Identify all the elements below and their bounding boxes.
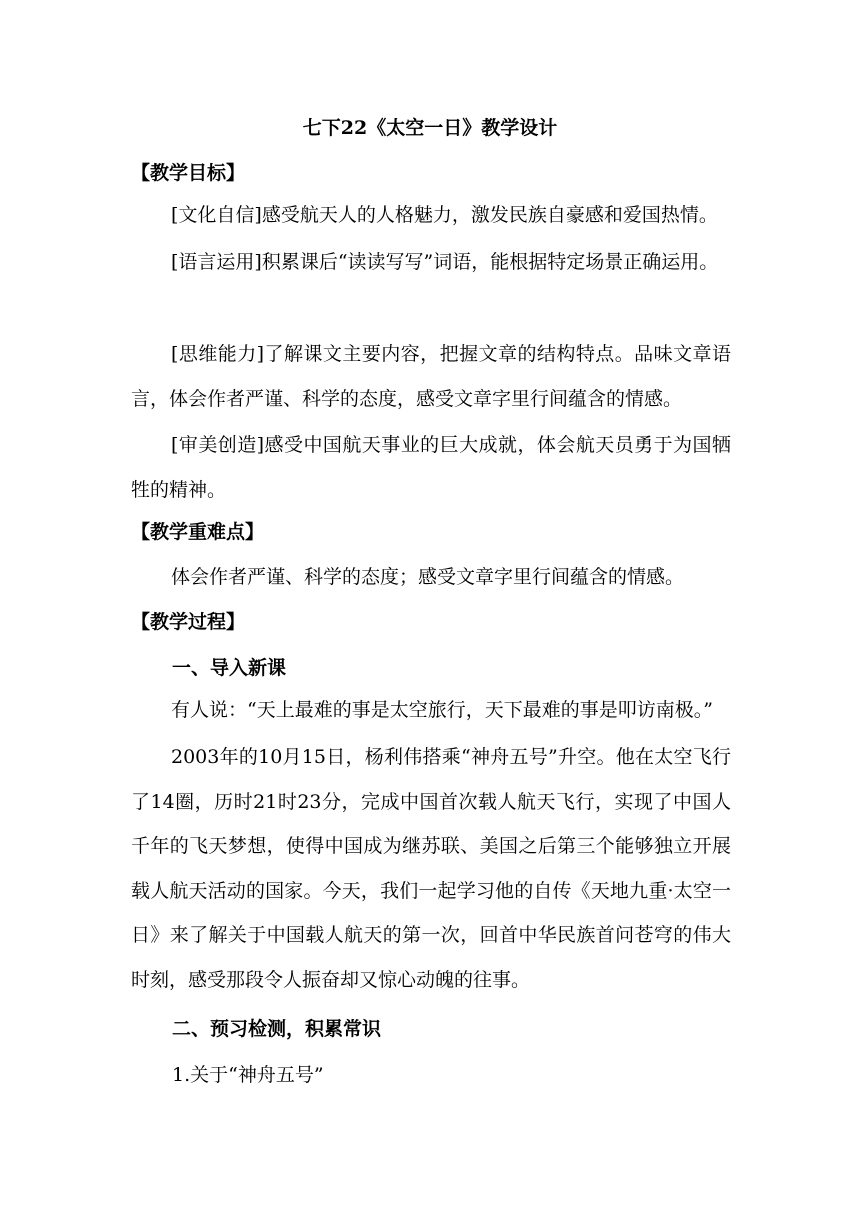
key-points-paragraph: 体会作者严谨、科学的态度；感受文章字里行间蕴含的情感。 (171, 566, 685, 588)
step2-item-1: 1.关于“神舟五号” (172, 1064, 324, 1086)
step1-heading: 一、导入新课 (172, 657, 287, 679)
section-heading-goals: 【教学目标】 (131, 162, 246, 184)
document-title: 七下22《太空一日》教学设计 (302, 117, 558, 139)
step2-heading: 二、预习检测，积累常识 (172, 1018, 382, 1040)
step1-intro-paragraph: 2003年的10月15日，杨利伟搭乘“神舟五号”升空。他在太空飞行了14圈，历时21时23分，完成中国首次载人航天飞行，实现了中国人千年的飞天梦想，使得中国成为继苏联、美国之后第三个能够独立开展载人航天活动的国家。今天，我们一起学习他的自传《天地九重·太空一日》来了解关于中国载人航天的第一次，回首中华民族首问苍穹的伟大时刻，感受那段令人振奋却又惊心动魄的往事。 (131, 746, 731, 991)
goal-paragraph-aesthetic: [审美创造]感受中国航天事业的巨大成就，体会航天员勇于为国牺牲的精神。 (131, 434, 731, 501)
goal-paragraph-thinking: [思维能力]了解课文主要内容，把握文章的结构特点。品味文章语言，体会作者严谨、科学的态度，感受文章字里行间蕴含的情感。 (131, 343, 731, 410)
section-heading-key-points: 【教学重难点】 (131, 521, 265, 543)
step1-quote-paragraph: 有人说：“天上最难的事是太空旅行，天下最难的事是叩访南极。” (171, 699, 713, 721)
goal-paragraph-culture: [文化自信]感受航天人的人格魅力，激发民族自豪感和爱国热情。 (171, 204, 718, 226)
goal-paragraph-language: [语言运用]积累课后“读读写写”词语，能根据特定场景正确运用。 (171, 251, 719, 273)
section-heading-process: 【教学过程】 (131, 611, 246, 633)
